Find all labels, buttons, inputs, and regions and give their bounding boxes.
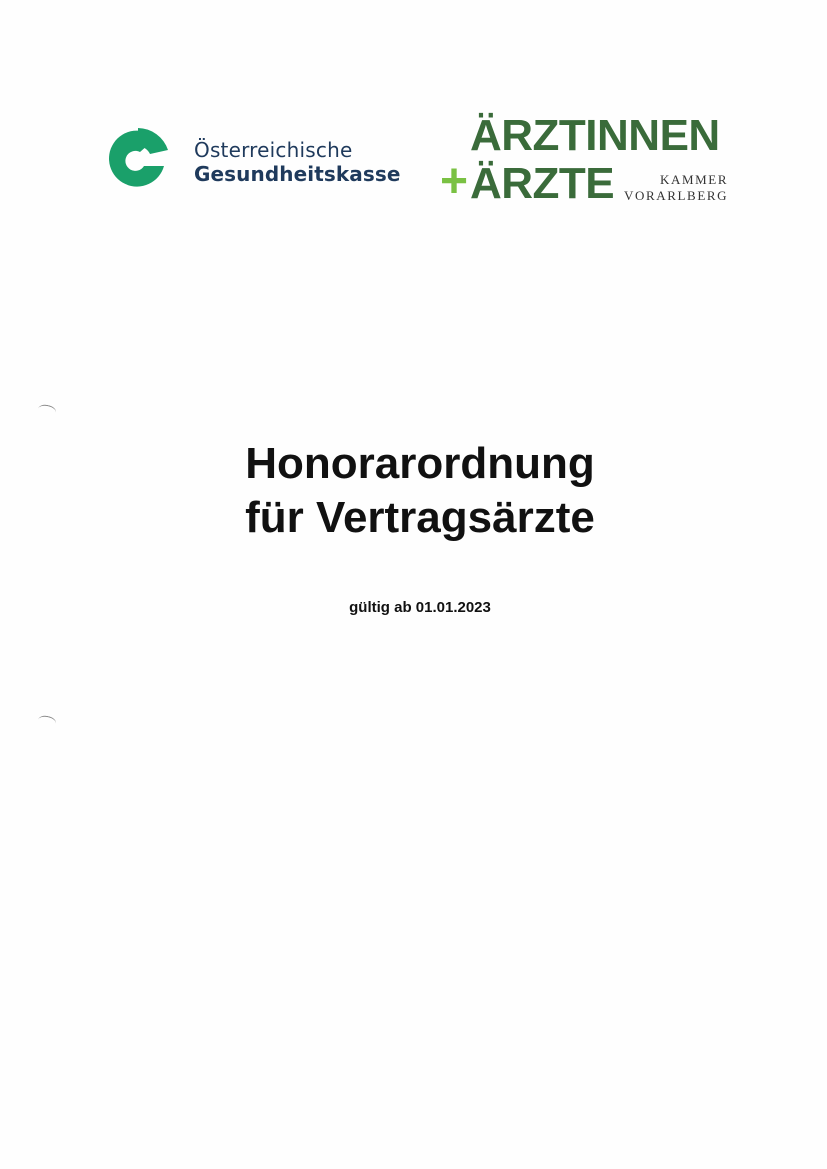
punch-hole-mark: [37, 714, 57, 729]
ogk-logo-text: [194, 138, 401, 186]
ogk-name-line1: Österreichische: [194, 138, 353, 162]
aerztekammer-sub-region: VORARLBERG: [624, 188, 729, 203]
aerztekammer-line1: ÄRZTINNEN: [470, 111, 720, 160]
punch-hole-mark: [37, 403, 57, 418]
aerztekammer-subtitle: [624, 172, 728, 204]
document-title: [0, 437, 827, 545]
ogk-logo-mark-icon: [104, 124, 172, 196]
aerztekammer-line2: ÄRZTE: [470, 159, 615, 208]
ogk-name-line2: Gesundheitskasse: [194, 162, 401, 186]
ogk-logo: [104, 124, 424, 200]
aerztekammer-logo: [440, 112, 740, 212]
document-title-line1: Honorarordnung: [245, 439, 595, 488]
document-validity: gültig ab 01.01.2023: [349, 599, 491, 616]
document-title-line2: für Vertragsärzte: [245, 493, 595, 542]
aerztekammer-plus-icon: +: [440, 155, 469, 208]
aerztekammer-sub-kammer: KAMMER: [660, 172, 729, 187]
